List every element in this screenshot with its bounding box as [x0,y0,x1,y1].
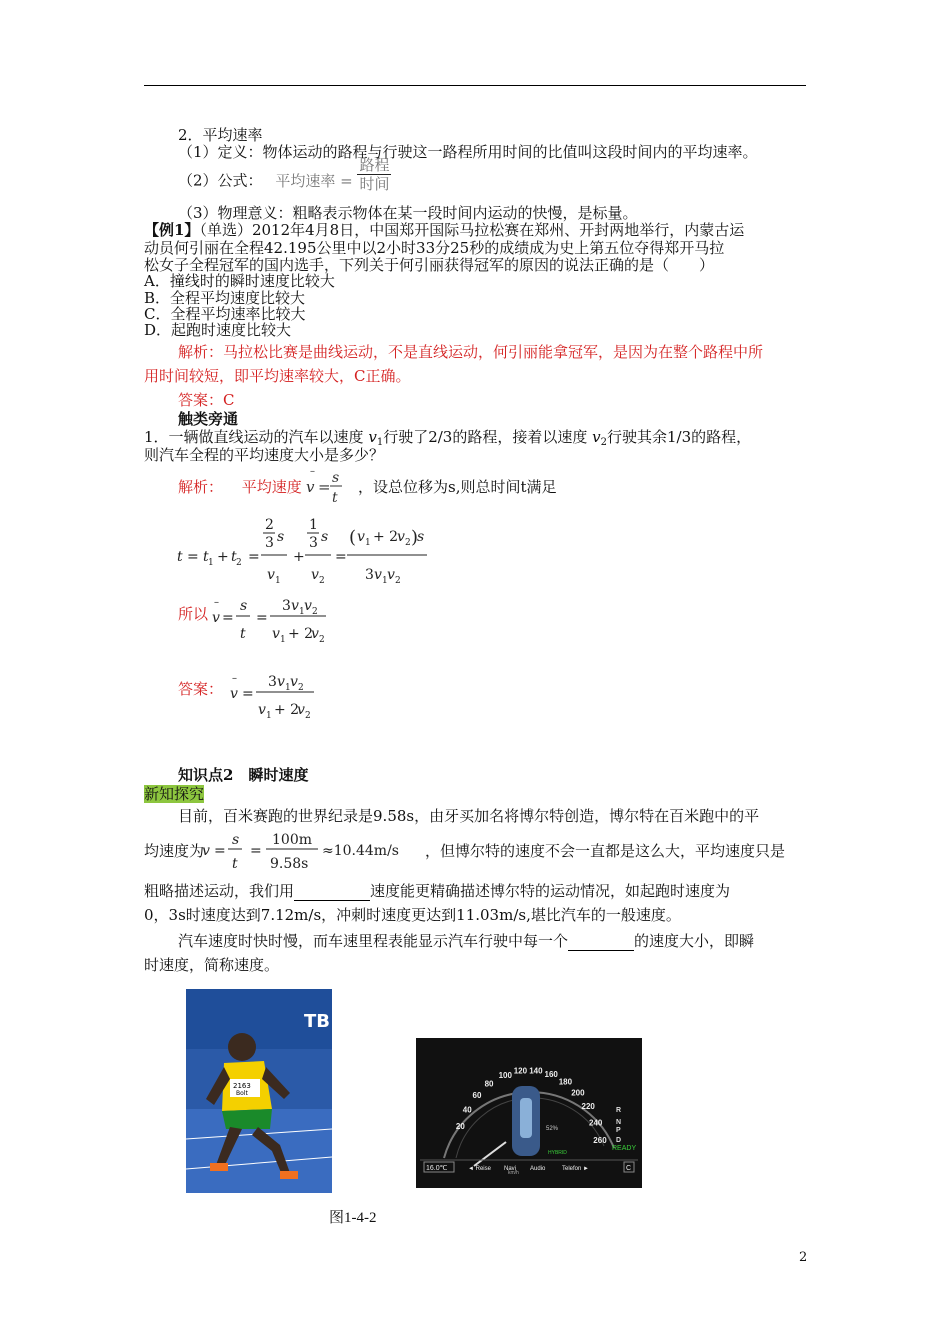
ans-v2-sub: 2 [298,683,304,693]
example1-line2: 动员何引丽在全程42.195公里中以2小时33分25秒的成绩成为史上第五位夺得郑开马拉 [144,239,725,257]
tick-label: 120 [513,1066,528,1076]
menu-telefon[interactable]: Telefon ► [562,1166,589,1172]
t1-sub: 1 [208,558,214,568]
tick-label: 240 [589,1118,603,1128]
eq1: = [187,549,199,565]
ans-d-v2-sub: 2 [305,711,311,721]
c-button[interactable]: C [626,1165,632,1172]
v2-letter: v [592,428,601,446]
t: t [177,549,183,565]
practice-question-2: 则汽车全程的平均速度大小是多少？ [144,446,385,464]
v1-symbol [368,428,383,446]
v2-subscript: 2 [600,437,607,448]
tick-label: 160 [544,1069,558,1079]
v1-subscript: 1 [376,437,384,448]
practice-heading: 触类旁通 [178,410,239,428]
t-den: t [332,490,338,506]
num-v2: v [397,529,405,545]
answer-label: 答案： [178,680,224,698]
t2: t [231,549,237,565]
bar-mark: – [310,466,315,477]
so-formula [208,592,338,648]
den-v1: v [374,567,382,583]
bf-eq2: = [250,843,262,859]
ans-v1: v [277,674,285,690]
ans-eq: = [242,686,254,702]
tick-label: 180 [558,1077,573,1087]
s-num: s [332,470,340,486]
page-number: 2 [799,1250,808,1265]
gear-n: N [616,1119,622,1126]
so-v2: v [304,598,312,614]
two: 2 [265,517,274,533]
kp2-badge-wrap [144,785,204,803]
three: 3 [265,535,274,551]
example-tag: 【例1】 [144,221,200,239]
t2-sub: 2 [236,558,242,568]
kp2-p2b: ，但博尔特的速度不会一直都是这么大，平均速度只是 [425,842,786,860]
so-3: 3 [282,598,291,614]
battery-readout: 52% [546,1126,559,1132]
kp2-p6: 时速度，简称速度。 [144,956,280,974]
example1-line1 [144,221,744,239]
ans-d-v1: v [258,702,266,718]
v1-letter: v [368,428,377,446]
s2: s [321,529,329,545]
bf-v: v [202,843,210,859]
formula-lhs: 平均速率 = [275,171,353,190]
formula-numerator: 路程 [359,156,390,174]
so-bar: – [214,597,219,608]
example1-line3: 松女子全程冠军的国内选手，下列关于何引丽获得冠军的原因的说法正确的是（ ） [144,256,715,274]
so-eq1: = [222,610,234,626]
menu-reise[interactable]: ◄ Reise [468,1166,491,1172]
speedometer-photo [416,1038,642,1188]
example1-analysis-2: 用时间较短，即平均速率较大，C正确。 [144,367,411,385]
option-a: A．撞线时的瞬时速度比较大 [144,272,335,290]
tick-label: 260 [593,1136,607,1146]
v2-den: v [311,567,319,583]
formula-fraction [357,156,391,193]
question-part-a: 1．一辆做直线运动的汽车以速度 [144,428,364,446]
tick-label: 60 [472,1090,482,1100]
runner-photo [186,989,332,1193]
gear-p: P [616,1127,621,1134]
definition: （1）定义：物体运动的路程与行驶这一路程所用时间的比值叫这段时间内的平均速率。 [178,143,758,161]
so-eq2: = [256,610,268,626]
section-title: 2．平均速率 [178,126,263,144]
ans-d-v2: v [297,702,305,718]
figure-caption: 图1-4-2 [329,1210,377,1226]
bib-name: Bolt [236,1090,248,1097]
num-v1-sub: 1 [365,538,371,548]
den-v2-sub: 2 [395,576,401,586]
analysis-tail: ，设总位移为s,则总时间t满足 [358,478,557,496]
tick-label: 220 [581,1102,595,1112]
so-v1-sub: 1 [299,607,305,617]
so-d-v2-sub: 2 [319,635,325,645]
practice-analysis [178,478,302,496]
gear-indicator [616,1107,621,1144]
kp2-p4: 0，3s时速度达到7.12m/s，冲刺时速度更达到11.03m/s,堪比汽车的一般速度。 [144,906,681,924]
ans-v2: v [290,674,298,690]
temp-readout: 16.0℃ [426,1165,448,1172]
so-v2-sub: 2 [312,607,318,617]
gear-r: R [616,1107,622,1114]
kp2-heading: 知识点2 瞬时速度 [178,766,309,784]
analysis-label: 解析： [178,478,224,496]
blank-2[interactable] [568,932,634,951]
bf-t: t [232,856,238,872]
menu-navi[interactable]: Navi [504,1166,517,1172]
ans-d-v1-sub: 1 [266,711,272,721]
num-v2-sub: 2 [405,538,411,548]
t1: t [203,549,209,565]
gear-d: D [616,1137,622,1144]
blank-1[interactable] [294,882,370,901]
ans-v1-sub: 1 [285,683,291,693]
formula-denominator: 时间 [359,175,390,193]
ready-label: READY [612,1145,637,1152]
bf-eq1: = [214,843,226,859]
num-plus: + 2 [373,529,399,545]
eq3: = [335,549,347,565]
bf-num: 100m [272,832,312,848]
v2-symbol [592,428,607,446]
bib-number: 2163 [233,1082,251,1090]
kp2-p3 [144,882,730,901]
eq2: = [248,549,260,565]
unit-label: km/h [508,1170,519,1176]
example1-analysis-1: 解析：马拉松比赛是曲线运动，不是直线运动，何引丽能拿冠军，是因为在整个路程中所 [178,343,764,361]
so-d-v1-sub: 1 [280,635,286,645]
hybrid-label: HYBRID [548,1150,567,1156]
v1-den-sub: 1 [275,576,281,586]
question-part-b: 行驶了2/3的路程，接着以速度 [383,428,588,446]
kp2-p2 [144,842,204,860]
ans-3: 3 [268,674,277,690]
tick-label: 80 [484,1079,494,1089]
example-text-1: （单选）2012年4月8日，中国郑开国际马拉松赛在郑州、开封两地举行，内蒙古运 [199,221,745,239]
ans-v: v [230,686,238,702]
so-s: s [240,598,248,614]
kp2-p1: 目前，百米赛跑的世界纪录是9.58s，由牙买加名将博尔特创造，博尔特在百米跑中的平 [178,807,760,825]
num-v1: v [357,529,365,545]
so-label: 所以 [178,605,209,623]
example1-answer: 答案：C [178,391,235,409]
tick-label: 100 [498,1071,512,1081]
kp2-p5 [178,932,754,951]
total-time-formula [175,515,435,587]
answer-formula [226,668,326,724]
bf-approx: ≈10.44m/s [322,843,399,859]
question-part-c: 行驶其余1/3的路程， [606,428,752,446]
formula-row [178,156,391,193]
tick-label: 20 [455,1121,465,1131]
v-bar: v [306,478,315,496]
plus1: + [217,549,229,565]
analysis-text: 平均速度 [241,478,302,496]
speedometer-illustration [416,1038,642,1188]
den-3: 3 [365,567,374,583]
equals: = [318,478,331,496]
bolt-formula [200,828,430,876]
rparen: ) [411,527,419,548]
so-v: v [212,610,220,626]
p3-b: 速度能更精确描述博尔特的运动情况，如起跑时速度为 [370,882,731,900]
so-v1: v [291,598,299,614]
so-t: t [240,626,246,642]
formula-label: （2）公式： [178,171,263,190]
p5-b: 的速度大小，即瞬 [634,932,755,950]
bf-den: 9.58s [270,856,309,872]
runner-illustration [186,989,332,1193]
menu-audio[interactable]: Audio [530,1166,546,1172]
plus2: + [293,549,305,565]
option-b: B．全程平均速度比较大 [144,289,306,307]
ans-d-plus: + 2 [274,702,300,718]
one: 1 [309,517,318,533]
p3-a: 粗略描述运动，我们用 [144,882,295,900]
p2-intro: 均速度为 [144,842,205,860]
option-c: C．全程平均速率比较大 [144,305,306,323]
lparen: ( [349,527,357,548]
ans-bar: – [232,673,237,684]
so-d-plus: + 2 [288,626,314,642]
kp2-badge: 新知探究 [144,785,205,803]
tick-label: 140 [529,1066,543,1076]
v2-den-sub: 2 [319,576,325,586]
v1-den: v [267,567,275,583]
banner-text: TB [304,1011,330,1032]
so-d-v2: v [311,626,319,642]
option-d: D．起跑时速度比较大 [144,321,292,339]
bf-s: s [232,832,240,848]
num-s: s [417,529,425,545]
p5-a: 汽车速度时快时慢，而车速里程表能显示汽车行驶中每一个 [178,932,569,950]
avg-velocity-formula [300,466,360,510]
den-v1-sub: 1 [382,576,388,586]
tick-label: 200 [571,1088,585,1098]
den-v2: v [387,567,395,583]
header-rule [144,85,806,86]
physical-meaning: （3）物理意义：粗略表示物体在某一段时间内运动的快慢，是标量。 [178,204,638,222]
s1: s [277,529,285,545]
tick-label: 40 [462,1105,472,1115]
three2: 3 [309,535,318,551]
so-d-v1: v [272,626,280,642]
